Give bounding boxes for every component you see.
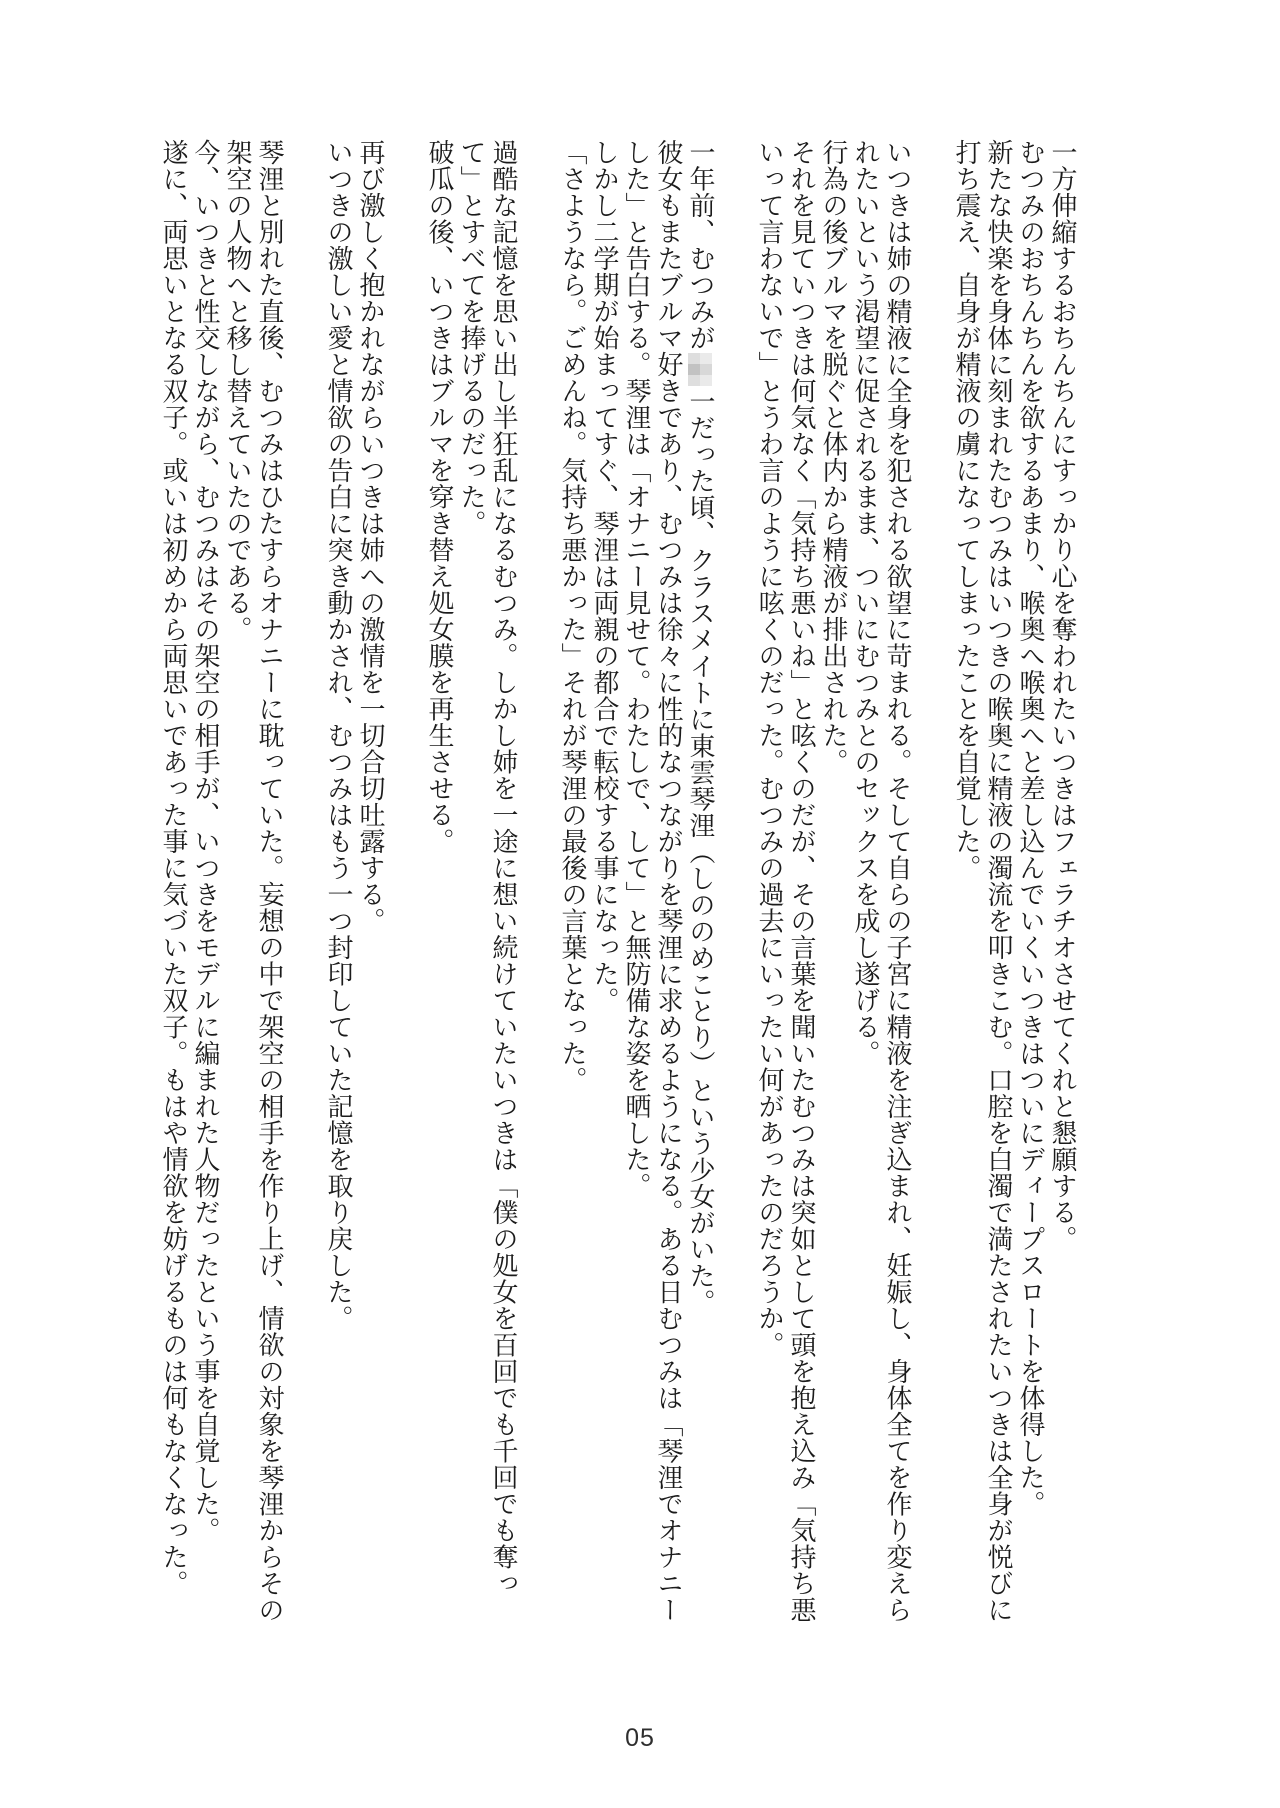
text-line: それを見ていつきは何気なく「気持ち悪いね」と呟くのだが、その言葉を聞いたむつみは突如として頭を抱え込み「気持ち悪 <box>787 139 816 1623</box>
text-line: て」とすべてを捧げるのだった。 <box>457 139 486 537</box>
text-line: 一方伸縮するおちんちんにすっかり心を奪われたいつきはフェラチオさせてくれと懇願する。 <box>1048 139 1077 1252</box>
text-line: した」と告白する。琴浬は「オナニー見せて。わたしで、して」と無防備な姿を晒した。 <box>622 139 651 1199</box>
paragraph <box>322 139 386 1634</box>
text-line: 破瓜の後、いつきはブルマを穿き替え処女膜を再生させる。 <box>425 139 454 855</box>
text-line: 行為の後ブルマを脱ぐと体内から精液が排出された。 <box>819 139 848 775</box>
text-line: 琴浬と別れた直後、むつみはひたすらオナニーに耽っていた。妄想の中で架空の相手を作り上げ、情欲の対象を琴浬からその <box>255 139 284 1623</box>
text-line: 過酷な記憶を思い出し半狂乱になるむつみ。しかし姉を一途に想い続けていたいつきは「僕の処女を百回でも千回でも奪っ <box>489 139 518 1597</box>
paragraph <box>753 139 913 1634</box>
text-line: 打ち震え、自身が精液の虜になってしまったことを自覚した。 <box>952 139 981 881</box>
text-line: れたいという渇望に促されるまま、ついにむつみとのセックスを成し遂げる。 <box>851 139 880 1067</box>
text-line: 「さようなら。ごめんね。気持ち悪かった」それが琴浬の最後の言葉となった。 <box>558 139 587 1093</box>
text-line: 今、いつきと性交しながら、むつみはその架空の相手が、いつきをモデルに編まれた人物だったという事を自覚した。 <box>191 139 220 1544</box>
text-line: いって言わないで」とうわ言のように呟くのだった。むつみの過去にいったい何があったのだろうか。 <box>755 139 784 1358</box>
page-number: 05 <box>625 1724 655 1752</box>
text-line: 再び激しく抱かれながらいつきは姉への激情を一切合切吐露する。 <box>356 139 385 934</box>
paragraph <box>950 139 1078 1634</box>
text-line: いつきの激しい愛と情欲の告白に突き動かされ、むつみはもう一つ封印していた記憶を取り戻した。 <box>324 139 353 1332</box>
text-line: むつみのおちんちんを欲するあまり、喉奥へ喉奥へと差し込んでいくいつきはついにディープスロートを体得した。 <box>1016 139 1045 1517</box>
paragraph <box>556 139 716 1634</box>
text-line: しかし二学期が始まってすぐ、琴浬は両親の都合で転校する事になった。 <box>590 139 619 1014</box>
censor-mosaic-icon <box>688 353 712 386</box>
text-line: 架空の人物へと移し替えていたのである。 <box>223 139 252 643</box>
text-line: いつきは姉の精液に全身を犯される欲望に苛まれる。そして自らの子宮に精液を注ぎ込まれ、妊娠し、身体全てを作り変えら <box>883 139 912 1623</box>
body-text <box>157 139 1078 1634</box>
text-line: 彼女もまたブルマ好きであり、むつみは徐々に性的なつながりを琴浬に求めるようになる。ある日むつみは「琴浬でオナニー <box>654 139 683 1623</box>
text-line: 新たな快楽を身体に刻まれたむつみはいつきの喉奥に精液の濁流を叩きこむ。口腔を白濁で満たされたいつきは全身が悦びに <box>984 139 1013 1623</box>
paragraph <box>423 139 519 1634</box>
paragraph <box>157 139 285 1634</box>
text-line: 遂に、両思いとなる双子。或いは初めから両思いであった事に気づいた双子。もはや情欲を妨げるものは何もなくなった。 <box>159 139 188 1597</box>
text-line: 一年前、むつみが一だった頃、クラスメイトに東雲琴浬（しののめことり）という少女がいた。 <box>686 139 715 1316</box>
